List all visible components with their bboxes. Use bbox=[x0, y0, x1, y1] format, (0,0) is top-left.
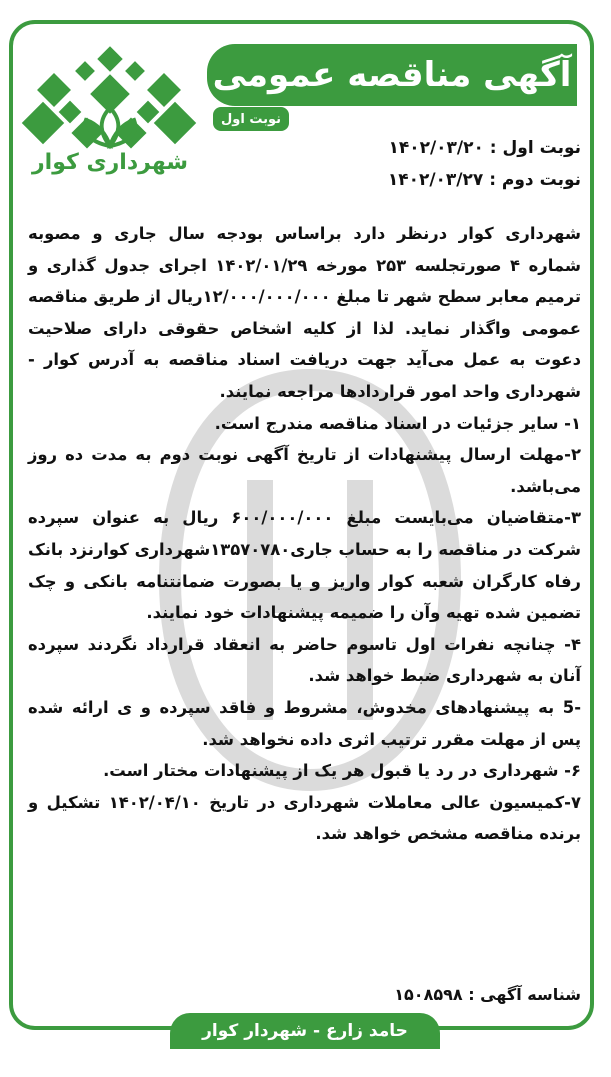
first-turn-line bbox=[388, 132, 581, 164]
second-turn-label: نوبت دوم : bbox=[489, 170, 581, 190]
notice-title: آگهی مناقصه عمومی bbox=[207, 44, 577, 106]
intro-paragraph: شهرداری کوار درنظر دارد براساس بودجه سال جاری و مصوبه شماره ۴ صورتجلسه ۲۵۳ مورخه ۱۴۰۲/۰۱/۲۹ اجرای جدول گذاری و ترمیم معابر سطح شهر تا مبلغ ۱۲/۰۰۰/۰۰۰/۰۰۰ریال از طریق مناقصه عمومی واگذار نماید. لذا از کلیه اشخاص حقوقی دارای صلاحیت دعوت به عمل می‌آید جهت دریافت اسناد مناقصه به آدرس کوار - شهرداری واحد امور قراردادها مراجعه نمایند. bbox=[28, 224, 581, 401]
notice-body bbox=[28, 218, 581, 850]
ad-id-label: شناسه آگهی : bbox=[468, 985, 581, 1004]
clause-4: ۴- چنانچه نفرات اول تاسوم حاضر به انعقاد قرارداد نگردند سپرده آنان به شهرداری ضبط خواهد شد. bbox=[28, 634, 581, 686]
first-turn-date: ۱۴۰۲/۰۳/۲۰ bbox=[388, 138, 484, 158]
clause-7: ۷-کمیسیون عالی معاملات شهرداری در تاریخ ۱۴۰۲/۰۴/۱۰ تشکیل و برنده مناقصه مشخص خواهد شد. bbox=[28, 792, 581, 844]
clause-3: ۳-متقاضیان می‌بایست مبلغ ۶۰۰/۰۰۰/۰۰۰ ریال به عنوان سپرده شرکت در مناقصه را به حساب جاری۱۳۵۷۰۷۸۰شهرداری کوارنزد بانک رفاه کارگران شعبه کوار واریز و یا بصورت ضمانتنامه بانکی و چک تضمین شده تهیه وآن را ضمیمه پیشنهادات خود نمایند. bbox=[28, 508, 581, 623]
ad-identifier bbox=[394, 985, 581, 1004]
logo-caption: شهرداری کوار bbox=[32, 150, 188, 175]
turn-badge: نوبت اول bbox=[213, 107, 289, 131]
publication-dates bbox=[388, 132, 581, 196]
clause-2: ۲-مهلت ارسال پیشنهادات از تاریخ آگهی نوبت دوم به مدت ده روز می‌باشد. bbox=[28, 445, 581, 496]
clause-6: ۶- شهرداری در رد یا قبول هر یک از پیشنهادات مختار است. bbox=[103, 761, 581, 781]
clause-1: ۱- سایر جزئیات در اسناد مناقصه مندرج است. bbox=[214, 413, 581, 433]
logo-diamonds bbox=[22, 46, 196, 148]
clause-5: -5 به پیشنهادهای مخدوش، مشروط و فاقد سپرده و ی ارائه شده پس از مهلت مقرر ترتیب اثری داده نخواهد شد. bbox=[28, 697, 581, 749]
second-turn-date: ۱۴۰۲/۰۳/۲۷ bbox=[387, 170, 484, 190]
signer-banner: حامد زارع - شهردار کوار bbox=[170, 1013, 440, 1049]
ad-id-value: ۱۵۰۸۵۹۸ bbox=[394, 985, 463, 1004]
first-turn-label: نوبت اول : bbox=[489, 138, 581, 158]
second-turn-line bbox=[388, 164, 581, 196]
